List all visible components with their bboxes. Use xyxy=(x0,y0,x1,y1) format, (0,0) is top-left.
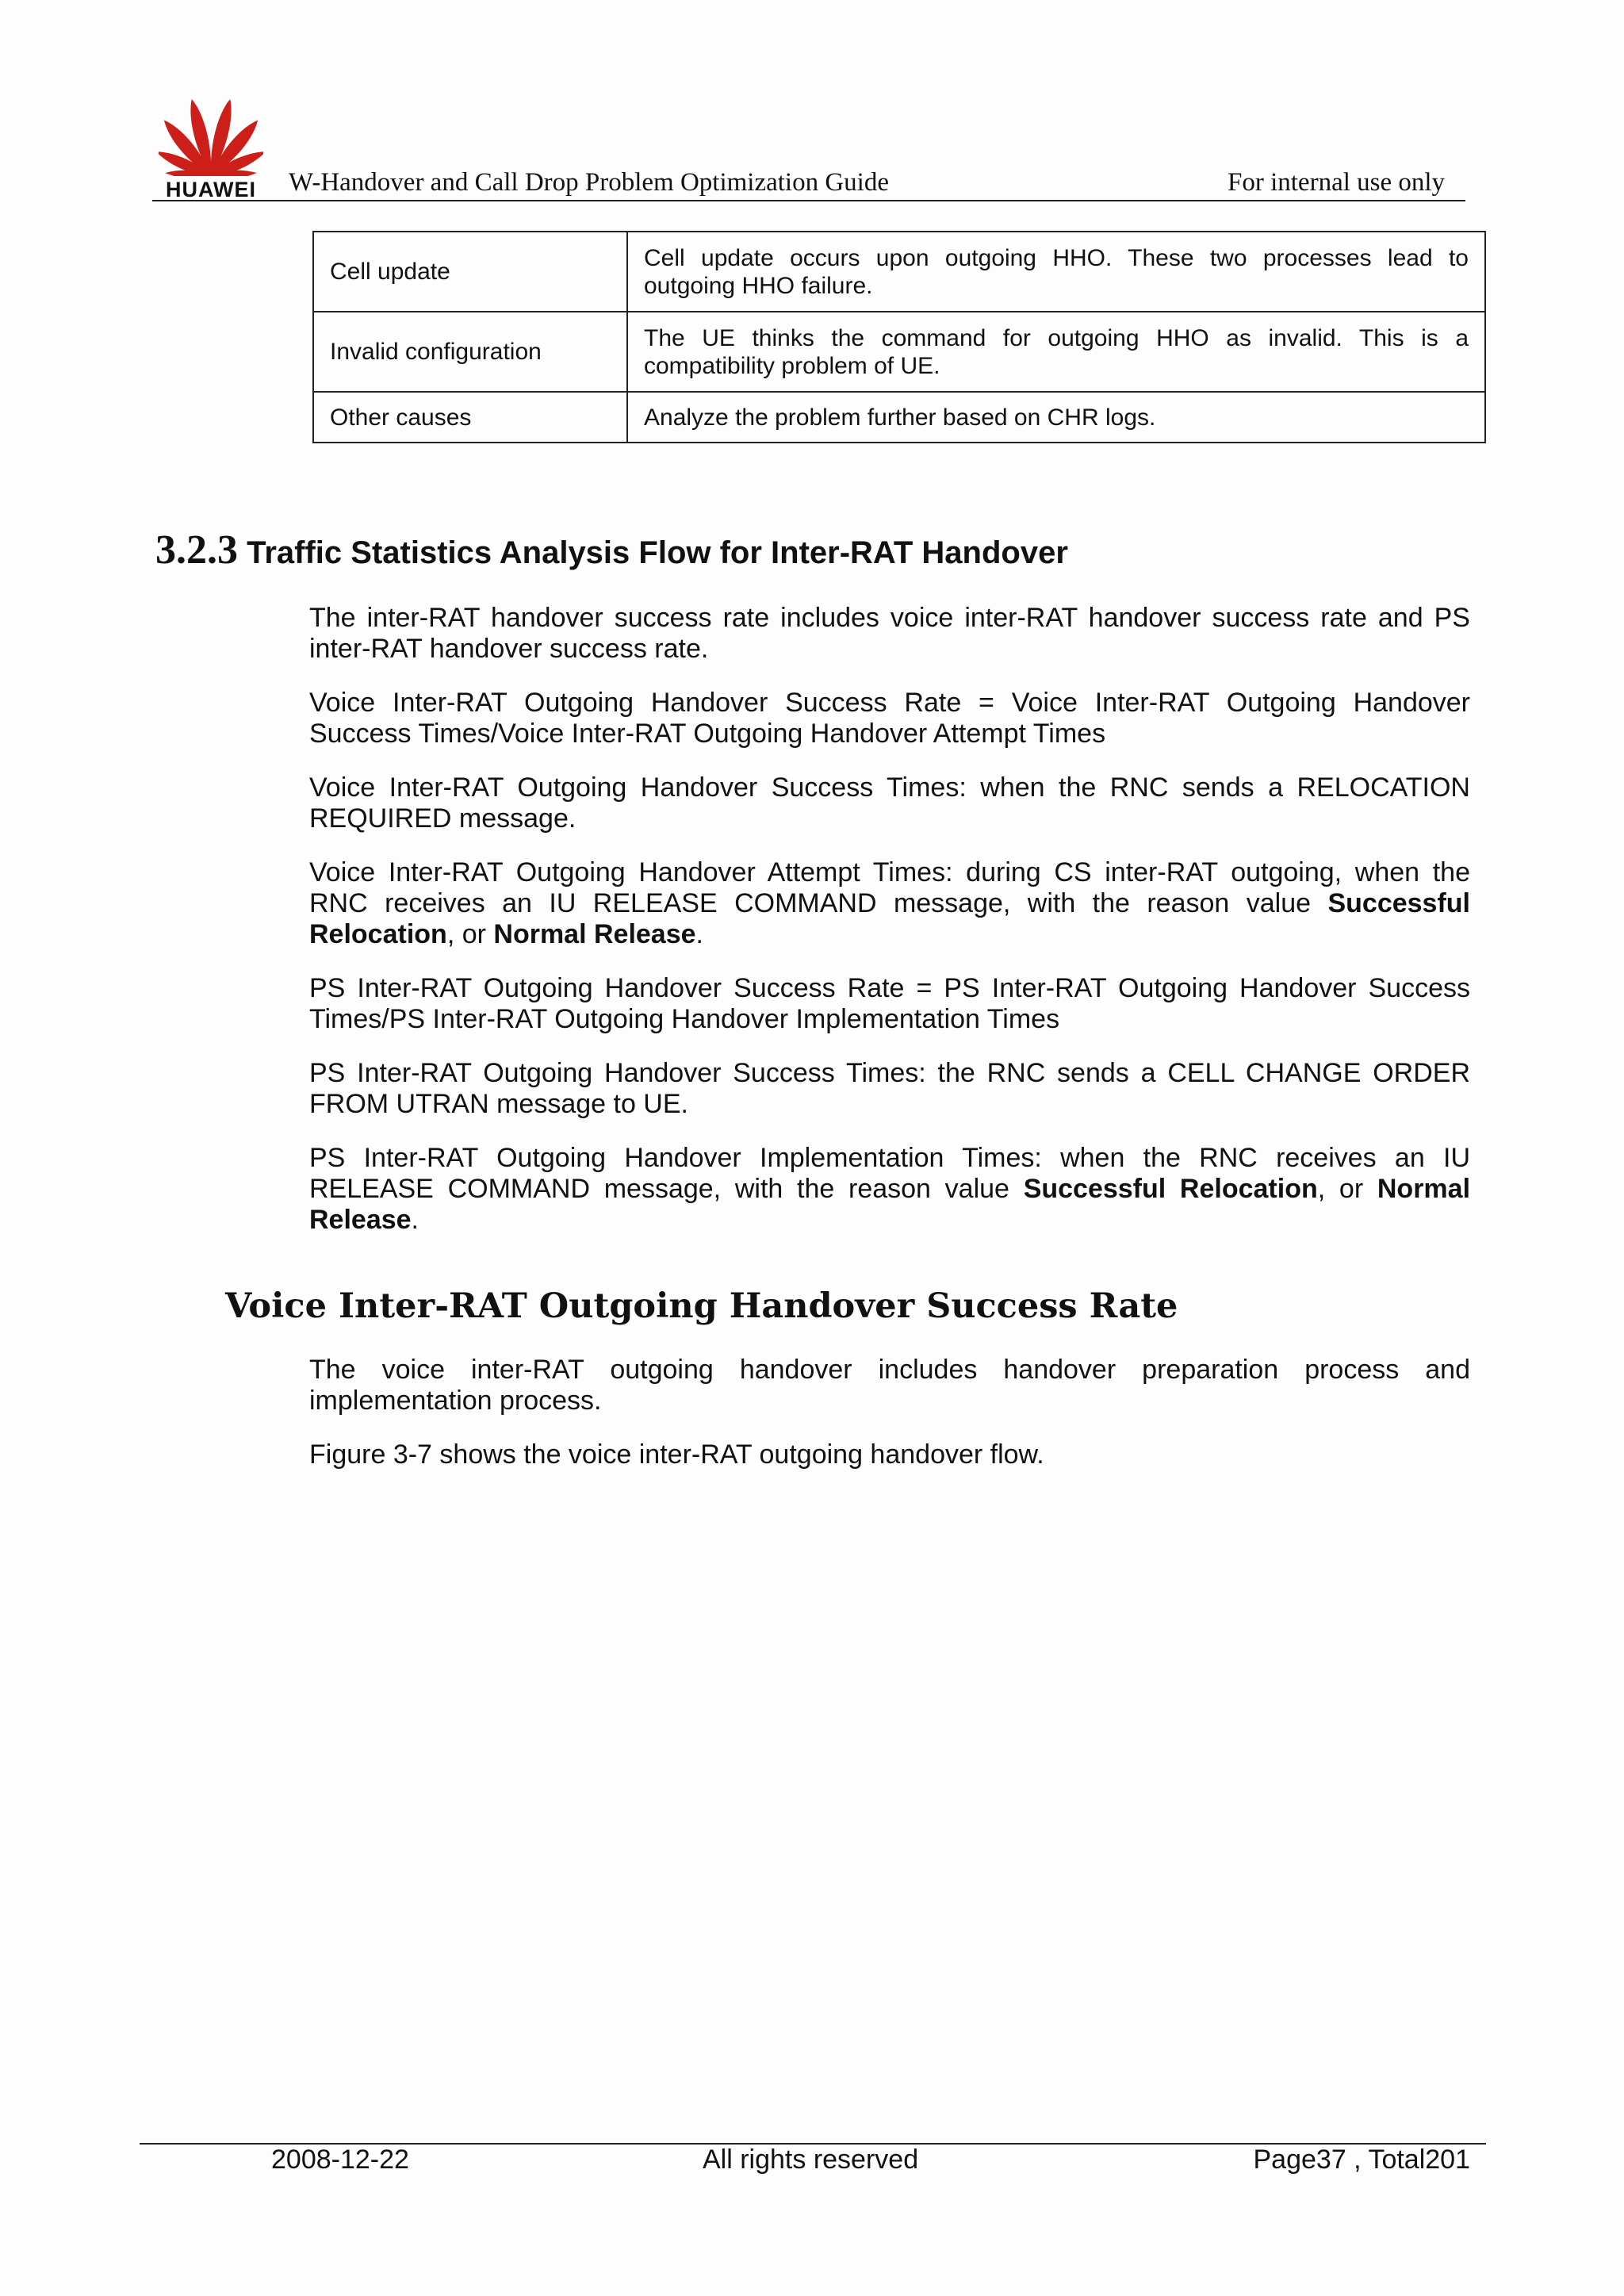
paragraph: Figure 3-7 shows the voice inter-RAT outgoing handover flow. xyxy=(309,1439,1044,1470)
section-title: Traffic Statistics Analysis Flow for Inter-RAT Handover xyxy=(247,535,1068,570)
bold-term: Successful Relocation xyxy=(309,888,1470,949)
table-cell-cause: Invalid configuration xyxy=(313,312,627,392)
paragraph: Voice Inter-RAT Outgoing Handover Success Times: when the RNC sends a RELOCATION REQUIRED message. xyxy=(309,772,1470,834)
paragraph: The inter-RAT handover success rate includes voice inter-RAT handover success rate and PS inter-RAT handover success rate. xyxy=(309,603,1470,664)
paragraph-text: Voice Inter-RAT Outgoing Handover Attempt Times: during CS inter-RAT outgoing, when the RNC receives an IU RELEASE COMMAND message, with the reason value xyxy=(309,857,1470,918)
paragraph: Voice Inter-RAT Outgoing Handover Success Rate = Voice Inter-RAT Outgoing Handover Success Times/Voice Inter-RAT Outgoing Handover Attempt Times xyxy=(309,688,1470,749)
footer-rights: All rights reserved xyxy=(703,2145,919,2175)
table-row xyxy=(313,392,1485,443)
paragraph: PS Inter-RAT Outgoing Handover Success Times: the RNC sends a CELL CHANGE ORDER FROM UTRAN message to UE. xyxy=(309,1058,1470,1119)
footer-page-number: Page37 , Total201 xyxy=(1253,2145,1470,2175)
bold-term: Normal Release xyxy=(309,1174,1471,1235)
header-divider xyxy=(152,200,1465,201)
huawei-flower-icon xyxy=(159,94,263,176)
paragraph-text: . xyxy=(695,919,703,949)
paragraph-text: , or xyxy=(446,919,494,949)
paragraph: PS Inter-RAT Outgoing Handover Success Rate = PS Inter-RAT Outgoing Handover Success Times/PS Inter-RAT Outgoing Handover Implementation Times xyxy=(309,973,1470,1034)
huawei-logo xyxy=(155,94,266,201)
table-cell-cause: Other causes xyxy=(313,392,627,443)
table-cell-description: The UE thinks the command for outgoing HHO as invalid. This is a compatibility problem of UE. xyxy=(627,312,1485,392)
brand-name: HUAWEI xyxy=(166,178,256,201)
section-number: 3.2.3 xyxy=(155,527,238,573)
table-row xyxy=(313,232,1485,312)
confidentiality-label: For internal use only xyxy=(1228,168,1446,197)
footer-date: 2008-12-22 xyxy=(271,2145,409,2175)
document-title: W-Handover and Call Drop Problem Optimization Guide xyxy=(289,168,890,197)
section-heading xyxy=(155,527,1068,573)
paragraph: The voice inter-RAT outgoing handover includes handover preparation process and implementation process. xyxy=(309,1355,1470,1416)
cause-table xyxy=(312,231,1486,443)
bold-term: Normal Release xyxy=(493,919,696,949)
table-row xyxy=(313,312,1485,392)
paragraph-text: PS Inter-RAT Outgoing Handover Implementation Times: when the RNC receives an IU RELEASE COMMAND message, with the reason value xyxy=(309,1143,1470,1204)
paragraph xyxy=(309,857,1470,950)
table-cell-description: Analyze the problem further based on CHR logs. xyxy=(627,392,1485,443)
table-cell-cause: Cell update xyxy=(313,232,627,312)
paragraph-text: , or xyxy=(1317,1174,1377,1204)
paragraph-text: . xyxy=(411,1205,419,1235)
bold-term: Successful Relocation xyxy=(1023,1174,1318,1204)
table-cell-description: Cell update occurs upon outgoing HHO. These two processes lead to outgoing HHO failure. xyxy=(627,232,1485,312)
paragraph xyxy=(309,1143,1470,1236)
subsection-heading: Voice Inter-RAT Outgoing Handover Success Rate xyxy=(225,1286,1178,1326)
